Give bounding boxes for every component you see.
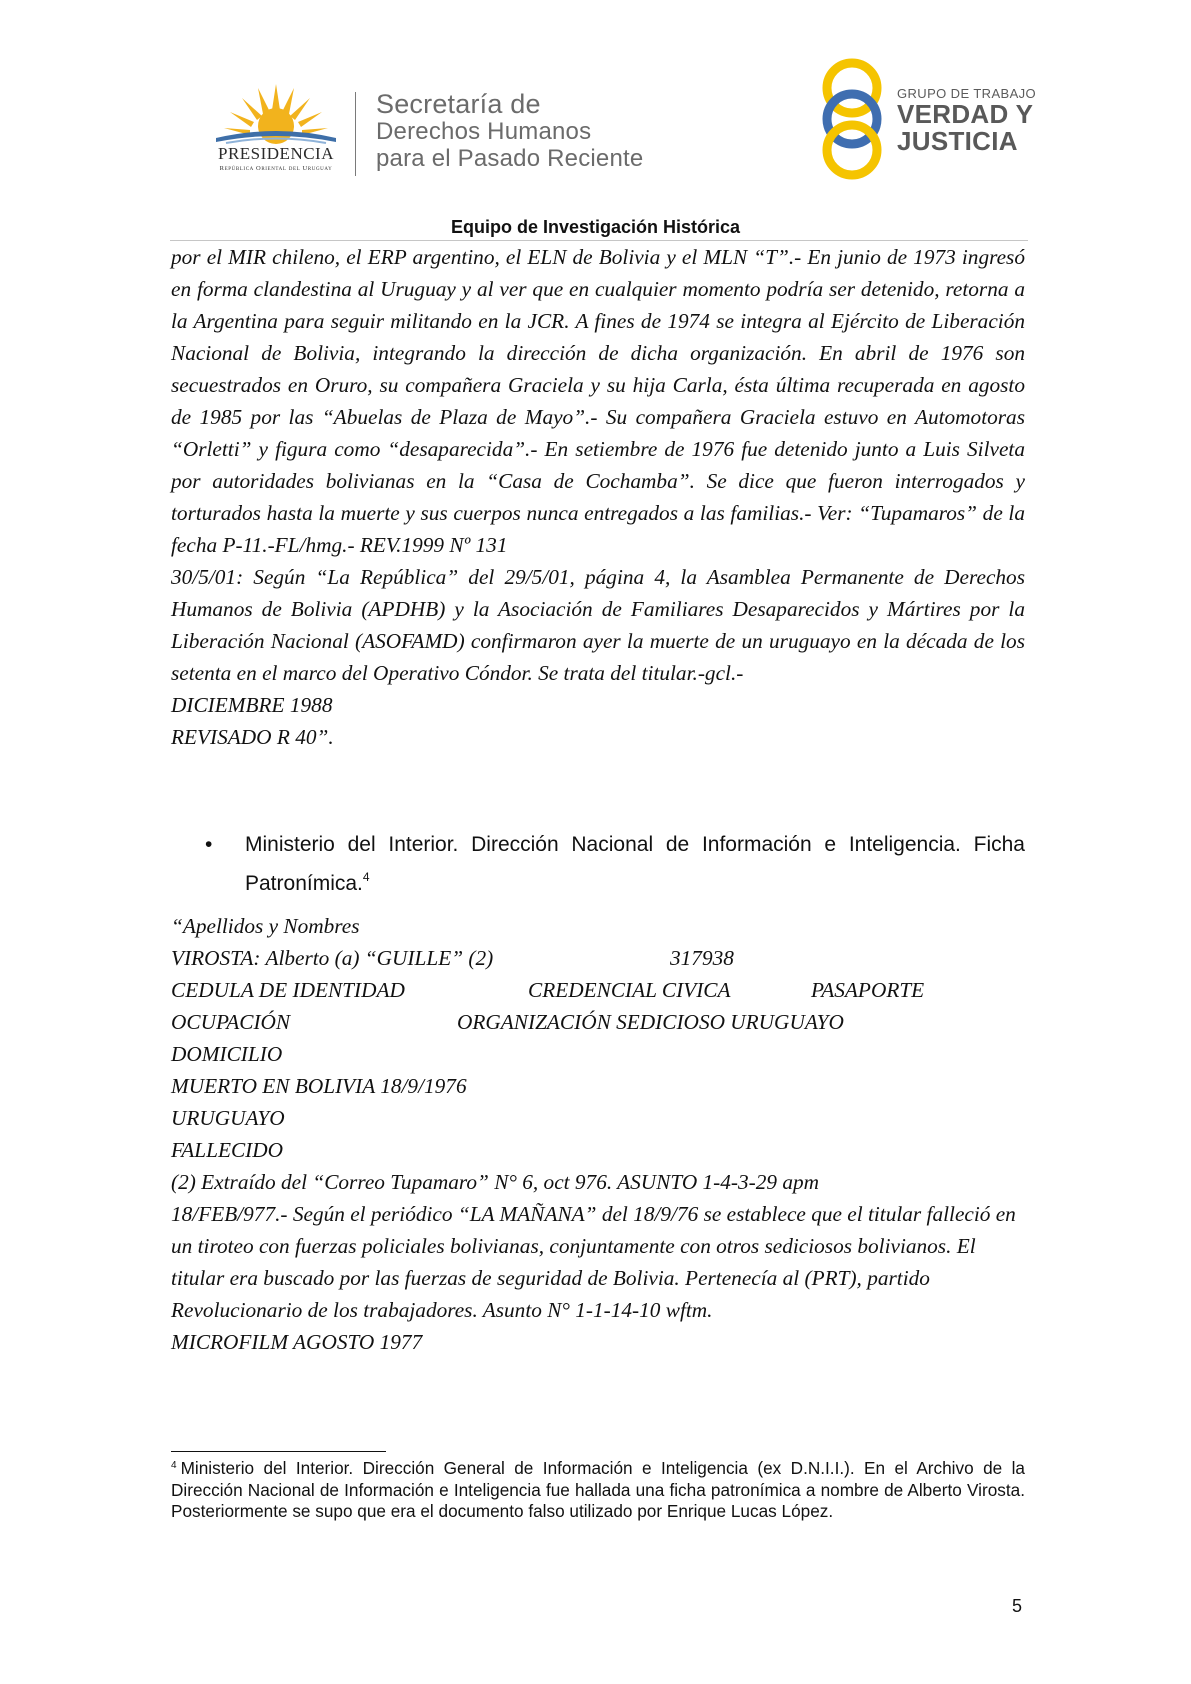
secretaria-line2: Derechos Humanos	[376, 118, 592, 145]
page-number: 5	[1012, 1596, 1023, 1616]
footnote-rule	[171, 1451, 386, 1452]
ficha-ocupacion: OCUPACIÓN	[171, 1010, 291, 1034]
line-diciembre: DICIEMBRE 1988	[171, 693, 333, 717]
bullet-icon: •	[205, 833, 213, 856]
bullet-ficha-source	[205, 829, 1025, 900]
ficha-organizacion: ORGANIZACIÓN SEDICIOSO URUGUAYO	[457, 1010, 844, 1034]
ficha-muerto: MUERTO EN BOLIVIA 18/9/1976	[171, 1074, 467, 1098]
footnote	[171, 1455, 1025, 1523]
footnote-mark: 4	[171, 1460, 177, 1471]
paragraph-republica: 30/5/01: Según “La República” del 29/5/01, página 4, la Asamblea Permanente de Derechos Humanos de Bolivia (APDHB) y la Asociación de Familiares Desaparecidos y Mártires por la Liberación Nacional (ASOFAMD) confirmaron ayer la muerte de un uruguayo en la década de los setenta en el marco del Operativo Cóndor. Se trata del titular.-gcl.-	[171, 565, 1025, 685]
presidencia-name: PRESIDENCIA	[217, 144, 334, 163]
ficha-fallecido: FALLECIDO	[171, 1138, 284, 1162]
footnote-ref: 4	[362, 870, 370, 884]
ficha-nombre: VIROSTA: Alberto (a) “GUILLE” (2)	[171, 946, 494, 970]
secretaria-line3: para el Pasado Reciente	[376, 145, 644, 172]
grupo-trabajo-logo	[897, 87, 1036, 155]
ficha-cedula: CEDULA DE IDENTIDAD	[171, 978, 405, 1002]
body-text	[171, 241, 1025, 753]
ficha-patronimica	[171, 910, 1031, 1358]
ficha-microfilm: MICROFILM AGOSTO 1977	[171, 1330, 423, 1354]
ficha-apellidos: “Apellidos y Nombres	[171, 914, 360, 938]
ficha-pasaporte: PASAPORTE	[811, 978, 925, 1002]
secretaria-line1: Secretaría de	[376, 89, 541, 119]
ficha-domicilio: DOMICILIO	[171, 1042, 283, 1066]
sun-emblem-icon	[196, 80, 356, 146]
bullet-label: Ministerio del Interior. Dirección Nacional de Información e Inteligencia. Ficha Patronímica.	[245, 833, 1025, 895]
ficha-extraido: (2) Extraído del “Correo Tupamaro” N° 6, oct 976. ASUNTO 1-4-3-29 apm	[171, 1170, 820, 1194]
grupo-line1: GRUPO DE TRABAJO	[897, 86, 1037, 101]
presidencia-logo	[196, 80, 356, 176]
bullet-text	[245, 829, 1025, 900]
line-revisado: REVISADO R 40”.	[171, 725, 334, 749]
rings-logo-icon	[820, 56, 884, 182]
logo-divider	[355, 92, 356, 176]
ficha-numero: 317938	[670, 946, 734, 970]
equipo-heading: Equipo de Investigación Histórica	[450, 217, 741, 237]
ficha-anotacion: 18/FEB/977.- Según el periódico “LA MAÑANA” del 18/9/76 se establece que el titular falleció en un tiroteo con fuerzas policiales bolivianas, conjuntamente con otros sediciosos bolivianos. El titular era buscado por las fuerzas de seguridad de Bolivia. Pertenecía al (PRT), partido Revolucionario de los trabajadores. Asunto N° 1-1-14-10 wftm.	[171, 1202, 1016, 1322]
ficha-credencial: CREDENCIAL CIVICA	[528, 978, 731, 1002]
secretaria-logo	[376, 91, 643, 172]
presidencia-subtitle: República Oriental del Uruguay	[219, 165, 333, 172]
paragraph-biography: por el MIR chileno, el ERP argentino, el ELN de Bolivia y el MLN “T”.- En junio de 1973 ingresó en forma clandestina al Uruguay y al ver que en cualquier momento podría ser detenido, retorna a la Argentina para seguir militando en la JCR. A fines de 1974 se integra al Ejército de Liberación Nacional de Bolivia, integrando la dirección de dicha organización. En abril de 1976 son secuestrados en Oruro, su compañera Graciela y su hija Carla, ésta última recuperada en agosto de 1985 por las “Abuelas de Plaza de Mayo”.- Su compañera Graciela estuvo en Automotoras “Orletti” y figura como “desaparecida”.- En setiembre de 1976 fue detenido junto a Luis Silveta por autoridades bolivianas en la “Casa de Cochamba”. Se dice que fueron interrogados y torturados hasta la muerte y sus cuerpos nunca entregados a las familias.- Ver: “Tupamaros” de la fecha P-11.-FL/hmg.- REV.1999 Nº 131	[171, 245, 1025, 557]
grupo-line3: JUSTICIA	[897, 126, 1018, 156]
ficha-uruguayo: URUGUAYO	[171, 1106, 285, 1130]
footnote-text: Ministerio del Interior. Dirección General de Información e Inteligencia (ex D.N.I.I.). En el Archivo de la Dirección Nacional de Información e Inteligencia fue hallada una ficha patronímica a nombre de Alberto Virosta. Posteriormente se supo que era el documento falso utilizado por Enrique Lucas López.	[171, 1458, 1025, 1521]
grupo-line2: VERDAD Y	[897, 99, 1034, 129]
